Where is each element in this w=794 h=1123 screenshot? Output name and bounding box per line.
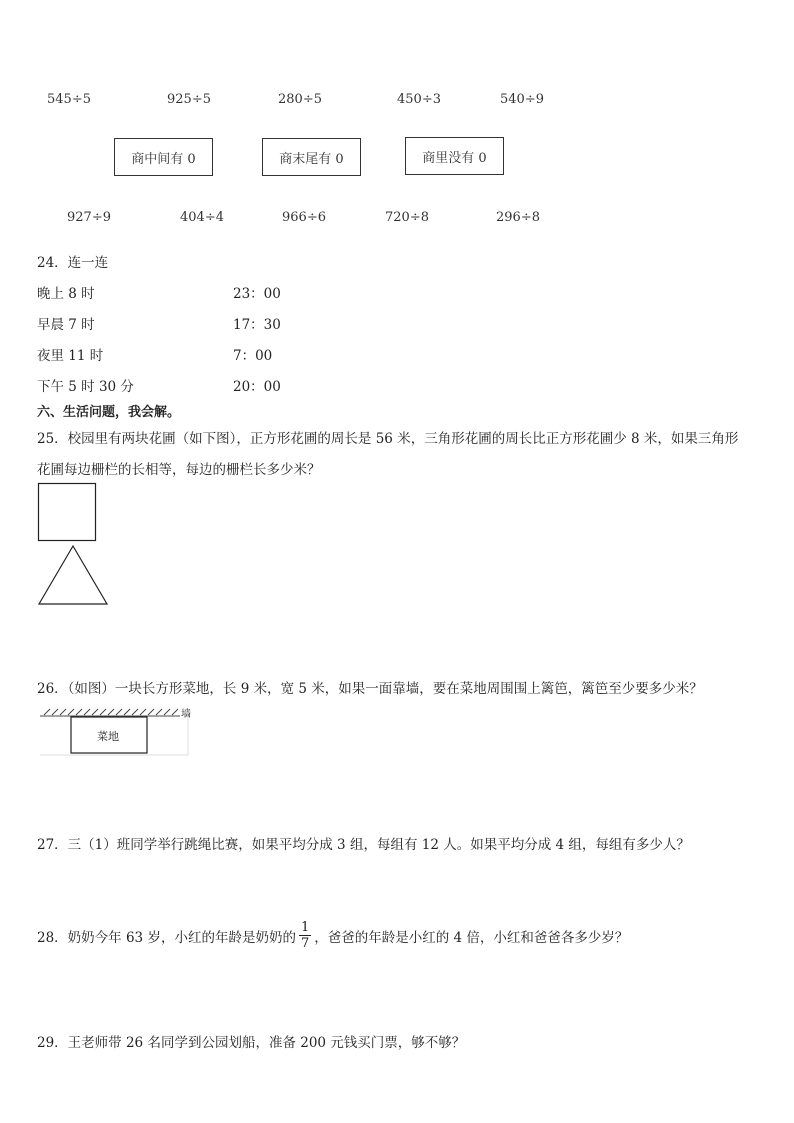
- q24-left-3: 夜里 11 时: [37, 348, 104, 364]
- fraction-numerator: 1: [300, 920, 310, 935]
- fraction-denominator: 7: [300, 936, 310, 951]
- q25-garden-figure: [36, 482, 112, 608]
- q28-text-before: 28．奶奶今年 63 岁，小红的年龄是奶奶的: [37, 929, 296, 946]
- expr-bottom-5: 296÷8: [496, 210, 540, 225]
- field-label: 菜地: [97, 730, 119, 743]
- q27-text: 27．三（1）班同学举行跳绳比赛，如果平均分成 3 组，每组有 12 人。如果平均分成 4 组，每组有多少人？: [37, 837, 690, 853]
- expr-bottom-4: 720÷8: [385, 210, 429, 225]
- q28-fraction: [299, 920, 311, 951]
- square-garden: [39, 484, 96, 541]
- category-box-no-zero: 商里没有 0: [405, 137, 504, 175]
- expr-bottom-1: 927÷9: [67, 210, 111, 225]
- q29-text: 29．王老师带 26 名同学到公园划船，准备 200 元钱买门票，够不够？: [37, 1035, 466, 1051]
- q24-right-1: 23：00: [233, 286, 281, 302]
- q24-left-1: 晚上 8 时: [37, 286, 95, 302]
- expr-top-4: 450÷3: [397, 92, 441, 107]
- expr-top-1: 545÷5: [47, 92, 91, 107]
- q24-left-4: 下午 5 时 30 分: [37, 379, 134, 395]
- q26-text: 26．（如图）一块长方形菜地，长 9 米，宽 5 米，如果一面靠墙，要在菜地周围围上篱笆，篱笆至少要多少米？: [37, 681, 703, 697]
- q26-field-figure: [38, 705, 190, 757]
- q25-line-1: 25．校园里有两块花圃（如下图），正方形花圃的周长是 56 米，三角形花圃的周长比正方形花圃少 8 米，如果三角形: [37, 431, 739, 447]
- q24-right-2: 17：30: [233, 317, 281, 333]
- q28-text-after: ，爸爸的年龄是小红的 4 倍，小红和爸爸各多少岁？: [314, 929, 629, 946]
- q24-right-4: 20：00: [233, 379, 281, 395]
- category-box-end-zero: 商末尾有 0: [262, 138, 361, 176]
- wall-label: 墙: [181, 709, 191, 720]
- section-6-title: 六、生活问题，我会解。: [37, 405, 181, 420]
- expr-top-3: 280÷5: [278, 92, 322, 107]
- triangle-garden: [39, 546, 107, 604]
- expr-bottom-3: 966÷6: [282, 210, 326, 225]
- q25-line-2: 花圃每边栅栏的长相等，每边的栅栏长多少米？: [37, 462, 321, 478]
- expr-top-2: 925÷5: [167, 92, 211, 107]
- q24-left-2: 早晨 7 时: [37, 317, 95, 333]
- q24-right-3: 7：00: [233, 348, 273, 364]
- wall-hatching: [40, 709, 180, 716]
- category-box-middle-zero: 商中间有 0: [114, 138, 213, 176]
- expr-bottom-2: 404÷4: [180, 210, 224, 225]
- q24-title: 24．连一连: [37, 255, 109, 271]
- q28-line: [37, 920, 628, 951]
- expr-top-5: 540÷9: [500, 92, 544, 107]
